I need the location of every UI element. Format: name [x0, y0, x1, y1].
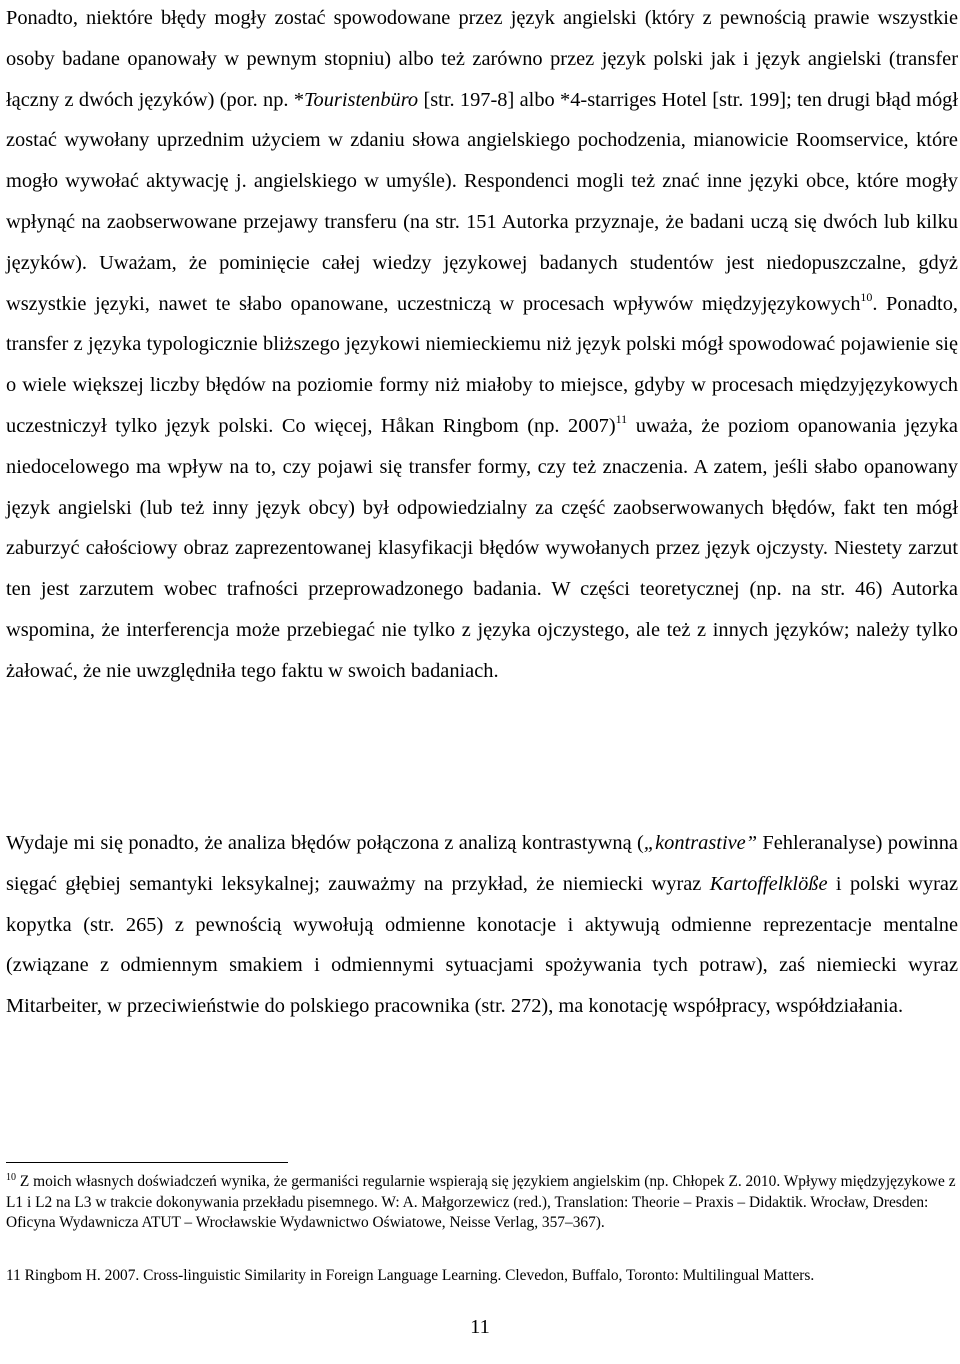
footnote-ref-10: 10: [860, 289, 873, 304]
paragraph-2-text-c: i polski wyraz kopytka (str. 265) z pewnością wywołują odmienne konotacje i aktywują odmienne reprezentacje mentalne (związane z odmiennym smakiem i odmiennymi sytuacjami spożywania tych potraw), zaś niemiecki wyraz Mitarbeiter, w przeciwieństwie do polskiego pracownika (str. 272), ma konotację współpracy, współdziałania.: [6, 872, 958, 1018]
footnote-10: [6, 1172, 958, 1234]
paragraph-2-text-b: Fehleranalyse) powinna sięgać głębiej semantyki leksykalnej; zauważmy na przykład, że niemiecki wyraz: [6, 832, 958, 895]
footnote-11: [6, 1266, 958, 1287]
body-paragraph-2: [6, 823, 958, 1027]
paragraph-1-text-a: Ponadto, niektóre błędy mogły zostać spowodowane przez język angielski (który z pewnością prawie wszystkie osoby badane opanowały w pewnym stopniu) albo też zarówno przez język polski jak i język angielski (transfer łączny z dwóch języków) (por. np. *: [6, 7, 958, 111]
body-paragraph-1: [6, 0, 958, 692]
paragraph-1-text-d: uważa, że poziom opanowania języka niedocelowego ma wpływ na to, czy pojawi się transfer formy, czy też znaczenia. A zatem, jeśli słabo opanowany język angielski (lub też inny język obcy) był odpowiedzialny za część zaobserwowanych błędów, fakt ten mógł zaburzyć całościowy obraz zaprezentowanej klasyfikacji błędów wywołanych przez język ojczysty. Niestety zarzut ten jest zarzutem wobec trafności przeprowadzonego badania. W części teoretycznej (np. na str. 46) Autorka wspomina, że interferencja może przebiegać nie tylko z języka ojczystego, ale też z innych języków; należy tylko żałować, że nie uwzględniła tego faktu w swoich badaniach.: [6, 414, 958, 682]
footnote-ref-11: 11: [615, 411, 628, 426]
footnote-10-text: Z moich własnych doświadczeń wynika, że germaniści regularnie wspierają się językiem angielskim (np. Chłopek Z. 2010. Wpływy międzyjęzykowe z L1 i L2 na L3 w trakcie dokonywania przekładu pisemnego. W: A. Małgorzewicz (red.), Translation: Theorie – Praxis – Didaktik. Wrocław, Dresden: Oficyna Wydawnicza ATUT – Wrocławskie Wydawnictwo Oświatowe, Neisse Verlag, 357–367).: [6, 1173, 956, 1232]
paragraph-1-text-c: . Ponadto, transfer z języka typologicznie bliższego językowi niemieckiemu niż język polski mógł spowodować pojawienie się o wiele większej liczby błędów na poziomie formy niż miałoby to miejsce, gdyby w procesach międzyjęzykowych uczestniczył tylko język polski. Co więcej, Håkan Ringbom (np. 2007): [6, 292, 958, 437]
paragraph-2-text-a: Wydaje mi się ponadto, że analiza błędów połączona z analizą kontrastywną (: [6, 832, 644, 854]
footnote-10-marker: 10: [6, 1172, 16, 1183]
italic-term-touristenburo: Touristenbüro: [304, 88, 419, 111]
footnote-separator: [6, 1162, 288, 1163]
paragraph-1-text-b: [str. 197-8] albo *4-starriges Hotel [str. 199]; ten drugi błąd mógł zostać wywołany uprzednim użyciem w zdaniu słowa angielskiego pochodzenia, mianowicie Roomservice, które mogło wywołać aktywację j. angielskiego w umyśle). Respondenci mogli też znać inne języki obce, które mogły wpłynąć na zaobserwowane przejawy transferu (na str. 151 Autorka przyznaje, że badani uczą się dwóch lub kilku języków). Uważam, że pominięcie całej wiedzy językowej badanych studentów jest niedopuszczalne, gdyż wszystkie języki, nawet te słabo opanowane, uczestniczą w procesach wpływów międzyjęzykowych: [6, 88, 958, 315]
italic-term-kontrastive: „kontrastive”: [643, 832, 758, 854]
italic-term-kartoffelklosse: Kartoffelklöße: [709, 872, 828, 895]
page-number: 11: [470, 1316, 490, 1338]
footnote-11-text: 11 Ringbom H. 2007. Cross-linguistic Similarity in Foreign Language Learning. Clevedon, Buffalo, Toronto: Multilingual Matters.: [6, 1267, 815, 1284]
